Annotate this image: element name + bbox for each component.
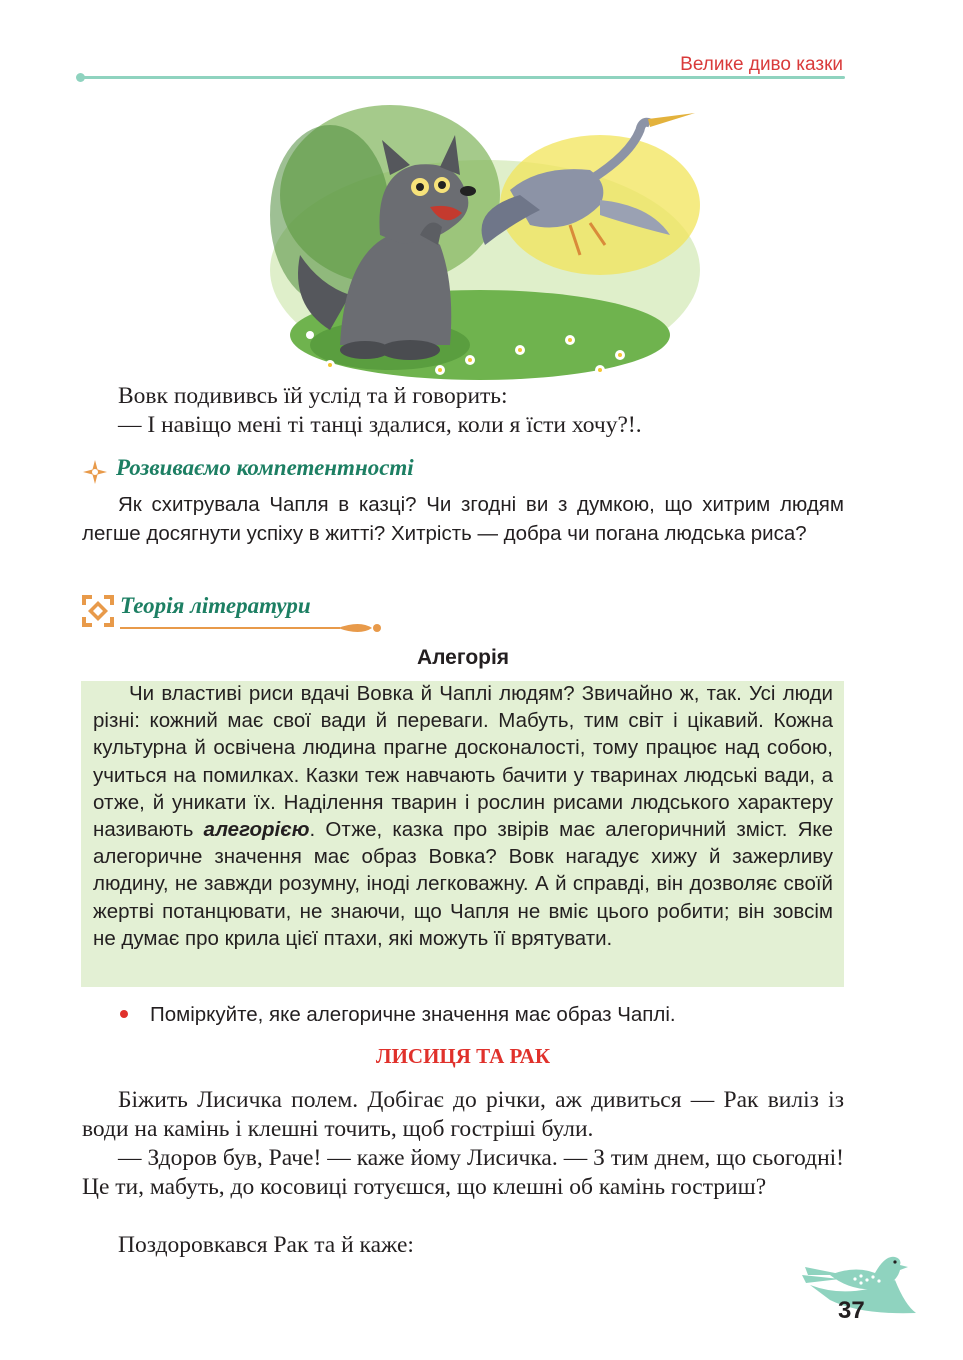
task-text: Поміркуйте, яке алегоричне значення має образ Чаплі. [150, 1003, 676, 1026]
allegory-title: Алегорія [416, 646, 510, 669]
fox-story-p2: — Здоров був, Раче! — каже йому Лисичка. — З тим днем, що сьогодні! Це ти, мабуть, до косовиці готуєшся, що клешні об камінь гостриш? [82, 1145, 844, 1200]
theory-ornament-icon [78, 591, 118, 631]
theory-heading: Теорія літератури [120, 593, 311, 618]
star-ornament-icon [82, 459, 108, 485]
bullet-point [120, 1010, 128, 1018]
header-rule [80, 76, 845, 79]
page-number: 37 [838, 1297, 865, 1324]
competence-heading: Розвиваємо компетентності [116, 455, 414, 480]
story-end-line-1: Вовк подививсь їй услід та й говорить: [118, 383, 508, 409]
fox-story-p1: Біжить Лисичка полем. Добігає до річки, аж дивиться — Рак виліз із води на камінь і клешні точить, щоб гостріші були. [82, 1087, 844, 1142]
theory-underline [120, 620, 382, 636]
theory-box-text [93, 680, 833, 952]
story-end-line-2: — І навіщо мені ті танці здалися, коли я їсти хочу?!. [118, 412, 642, 438]
wolf-heron-illustration [270, 95, 700, 380]
theory-text-after: . Отже, казка про звірів має алегоричний зміст. Яке алегоричне значення має образ Вовка? Вовк нагадує хижу й зажерливу людину, не завжди розумну, іноді легковажну. А й справді, він дозволяє своїй жертві потанцювати, не знаючи, що Чапля не вміє цього робити; він зовсім не думає про крила цієї птахи, які можуть її врятувати. [93, 818, 834, 950]
competence-text: Як схитрувала Чапля в казці? Чи згодні ви з думкою, що хитрим людям легше досягнути успіху в житті? Хитрість — добра чи погана людська риса? [82, 493, 844, 545]
theory-term: алегорією [203, 818, 310, 842]
theory-text-before: Чи властиві риси вдачі Вовка й Чаплі людям? Звичайно ж, так. Усі люди різні: кожний має свої вади й переваги. Мабуть, тим світ і цікавий. Кожна культурна й освічена людина прагне досконалості, тому працює над собою, учиться на помилках. Казки теж навчають бачити у тваринах людські вади, а отже, й уникати їх. Наділення тварин і рослин рисами людського характеру називають [93, 682, 833, 842]
fox-story-title: ЛИСИЦЯ ТА РАК [375, 1044, 551, 1068]
fox-story-p3: Поздоровкався Рак та й каже: [118, 1232, 414, 1258]
header-title: Велике диво казки [680, 54, 843, 75]
